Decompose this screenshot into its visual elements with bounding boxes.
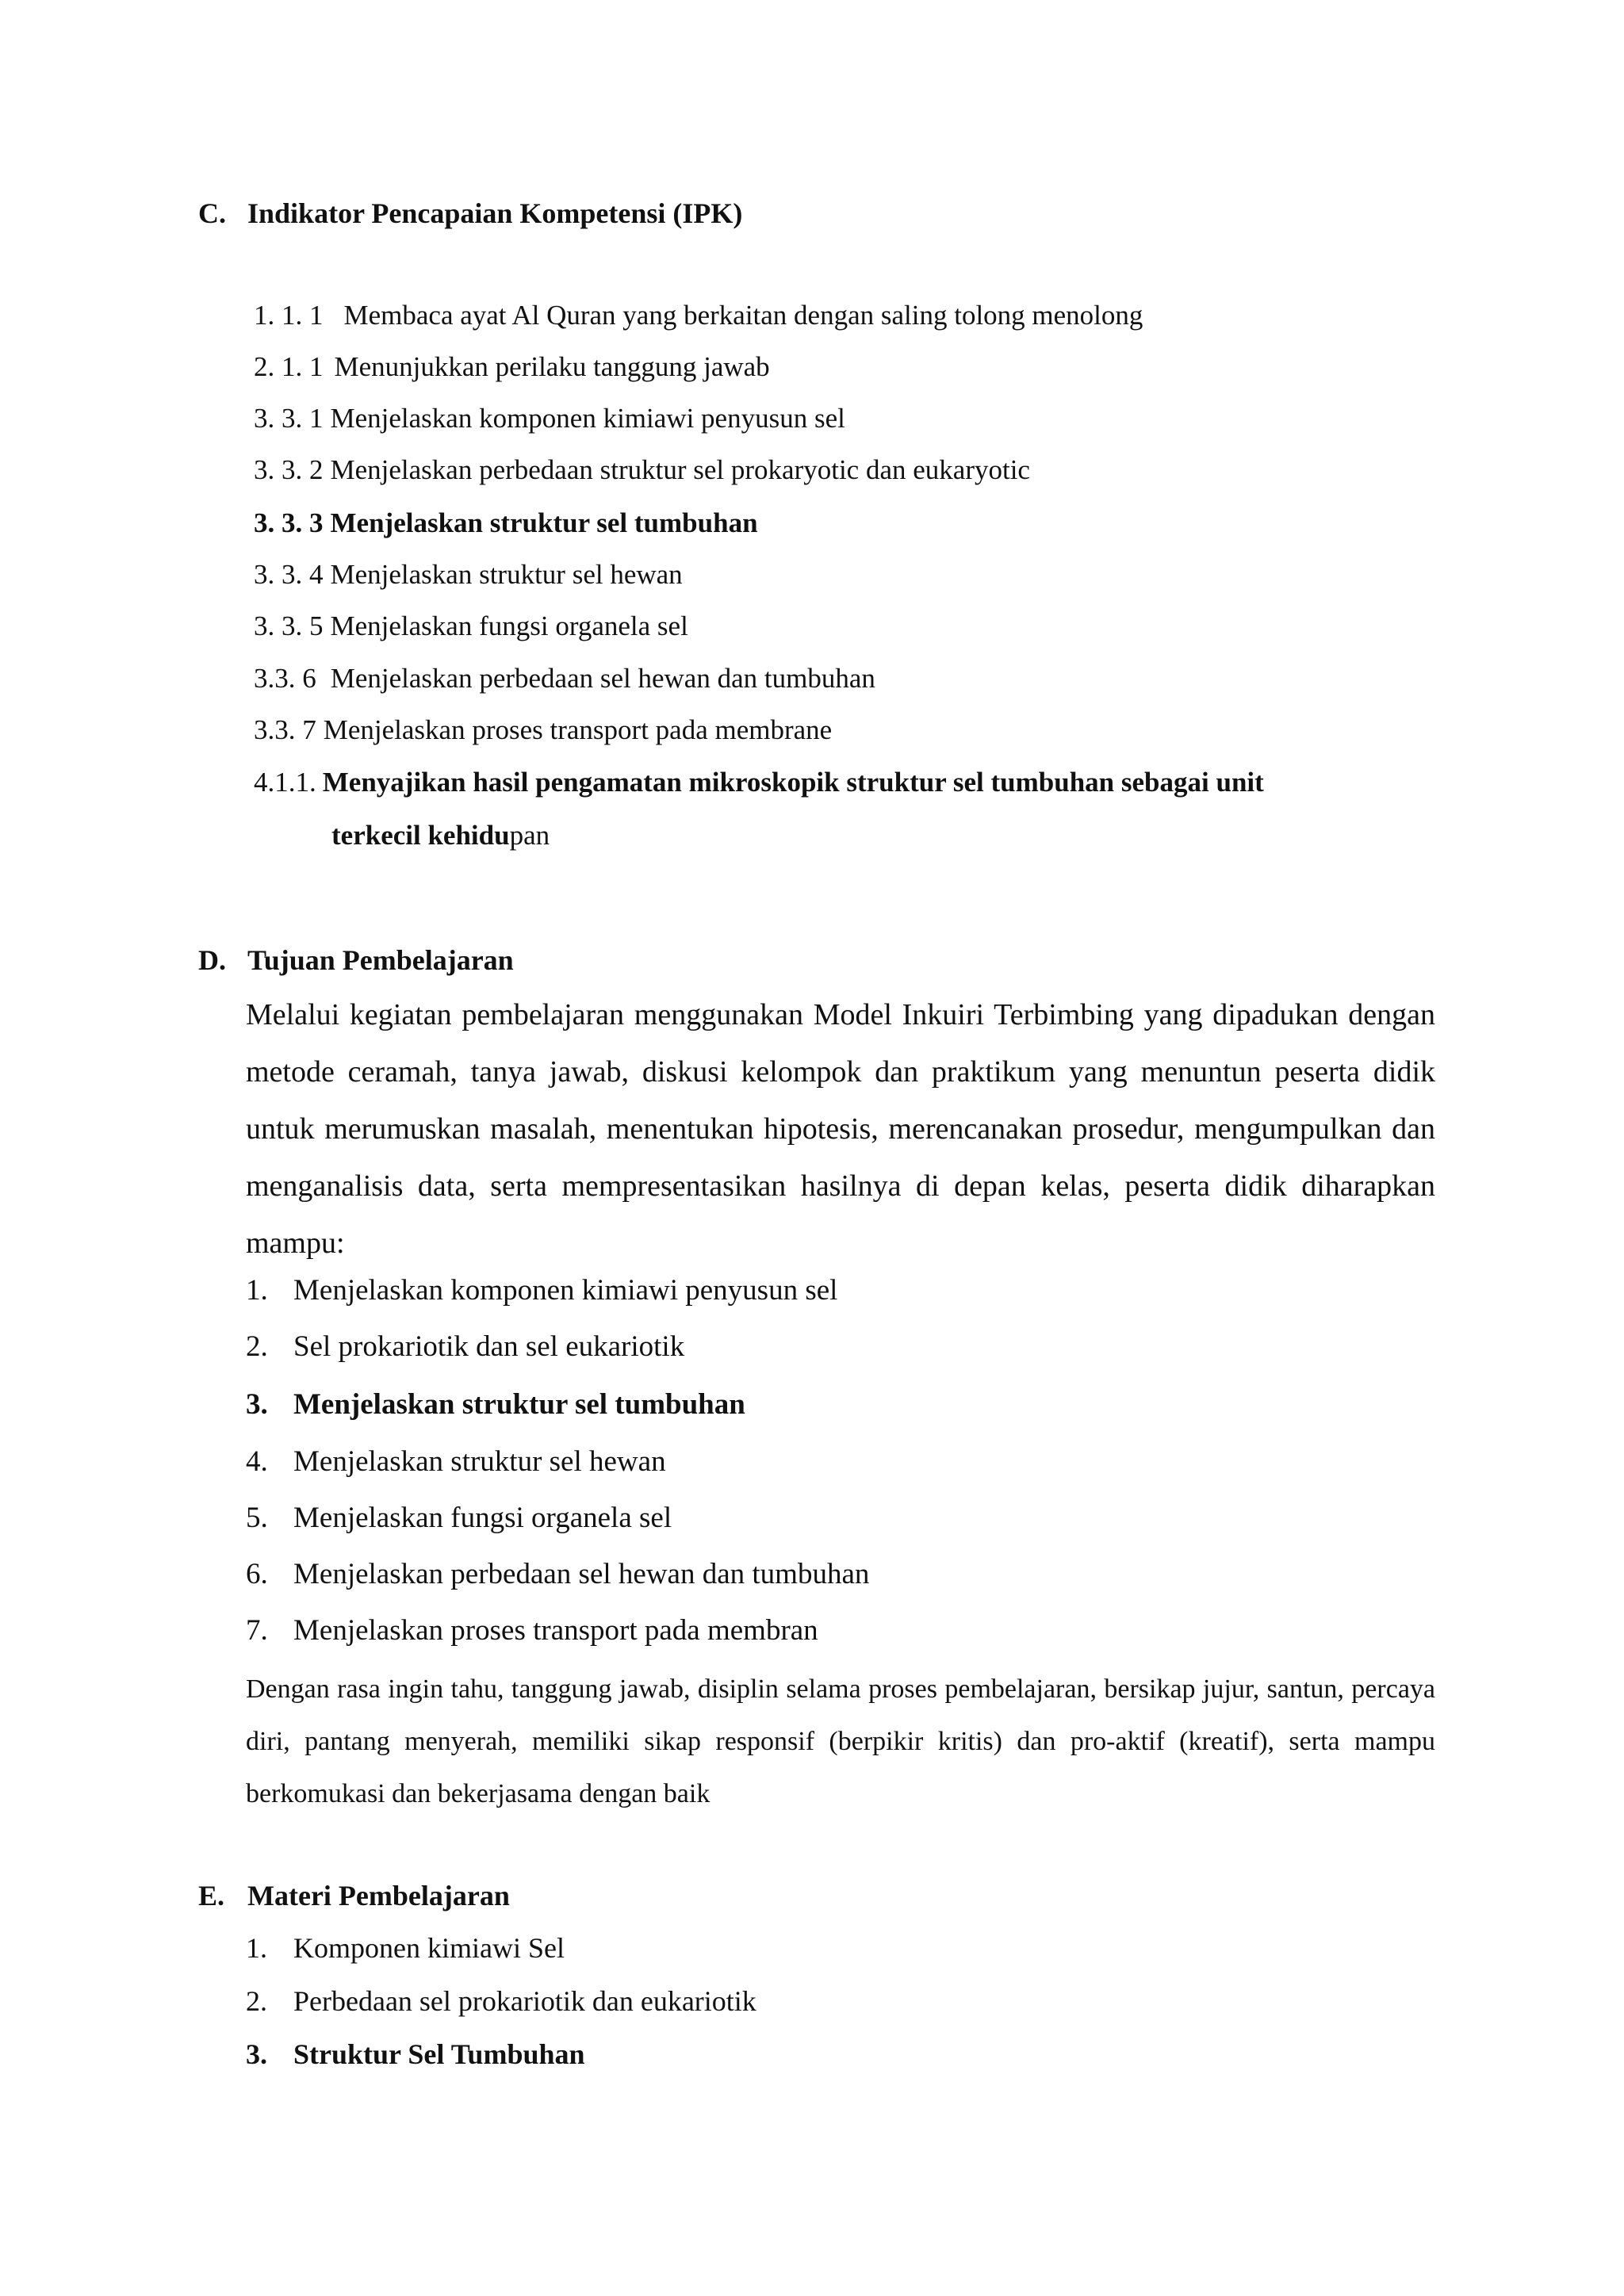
- indicator-item-last-continuation: [331, 820, 550, 851]
- indicator-text: Menjelaskan komponen kimiawi penyusun sel: [330, 403, 845, 434]
- indicator-text: Menjelaskan proses transport pada membrane: [323, 714, 833, 745]
- indicator-number: 3. 3. 5: [254, 610, 324, 641]
- objective-item: [246, 1273, 837, 1307]
- indicator-text: Menjelaskan struktur sel tumbuhan: [330, 507, 758, 538]
- indicator-item-highlighted: [254, 507, 758, 539]
- material-number: 3.: [246, 2038, 267, 2070]
- objective-number: 5.: [246, 1502, 268, 1534]
- indicator-number: 3. 3. 3: [254, 507, 324, 538]
- indicator-number: 3. 3. 4: [254, 559, 324, 590]
- indicator-text: Membaca ayat Al Quran yang berkaitan dengan saling tolong menolong: [343, 300, 1143, 331]
- indicator-item: [254, 663, 875, 695]
- indicator-item: [254, 351, 770, 383]
- material-item-highlighted: [246, 2038, 585, 2071]
- material-number: 1.: [246, 1932, 267, 1964]
- section-c-title: Indikator Pencapaian Kompetensi (IPK): [247, 197, 743, 229]
- objective-item: [246, 1557, 869, 1591]
- objective-number: 4.: [246, 1445, 268, 1478]
- indicator-number: 3.3. 6: [254, 663, 316, 694]
- objective-text: Menjelaskan struktur sel tumbuhan: [293, 1388, 745, 1421]
- indicator-text: Menjelaskan fungsi organela sel: [330, 610, 688, 641]
- objective-closing-paragraph: Dengan rasa ingin tahu, tanggung jawab, disiplin selama proses pembelajaran, bersikap jujur, santun, percaya diri, pantang menyerah, memiliki sikap responsif (berpikir kritis) dan pro-aktif (kreatif), serta mampu berkomukasi dan bekerjasama dengan baik: [246, 1674, 1435, 1808]
- objective-text: Menjelaskan perbedaan sel hewan dan tumbuhan: [293, 1558, 870, 1590]
- indicator-item: [254, 559, 683, 591]
- section-d-heading: [198, 943, 514, 977]
- objective-item-highlighted: [246, 1387, 745, 1422]
- material-item: [246, 1931, 565, 1965]
- section-e-letter: E.: [198, 1880, 225, 1911]
- indicator-text-line2-normal: pan: [509, 820, 550, 851]
- indicator-item: [254, 714, 832, 746]
- material-text: Komponen kimiawi Sel: [293, 1932, 565, 1964]
- indicator-text: Menjelaskan perbedaan sel hewan dan tumbuhan: [330, 663, 875, 694]
- indicator-item: [254, 300, 1143, 331]
- objective-text: Menjelaskan fungsi organela sel: [293, 1502, 672, 1534]
- objective-text: Menjelaskan struktur sel hewan: [293, 1445, 666, 1478]
- indicator-number: 3.3. 7: [254, 714, 316, 745]
- objective-item: [246, 1613, 818, 1647]
- objective-text: Menjelaskan komponen kimiawi penyusun sel: [293, 1274, 838, 1307]
- section-e-heading: [198, 1879, 510, 1912]
- material-text: Struktur Sel Tumbuhan: [293, 2038, 585, 2070]
- objective-intro-paragraph: Melalui kegiatan pembelajaran menggunakan Model Inkuiri Terbimbing yang dipadukan dengan metode ceramah, tanya jawab, diskusi kelompok dan praktikum yang menuntun peserta didik untuk merumuskan masalah, menentukan hipotesis, merencanakan prosedur, mengumpulkan dan menganalisis data, serta mempresentasikan hasilnya di depan kelas, peserta didik diharapkan mampu:: [246, 998, 1435, 1260]
- objective-number: 2.: [246, 1330, 268, 1363]
- indicator-number: 2. 1. 1: [254, 351, 324, 382]
- indicator-number: 1. 1. 1: [254, 300, 324, 331]
- indicator-number: 3. 3. 2: [254, 454, 324, 485]
- indicator-item: [254, 403, 845, 434]
- indicator-item: [254, 610, 688, 642]
- objective-item: [246, 1501, 672, 1535]
- indicator-number: 3. 3. 1: [254, 403, 324, 434]
- indicator-text: Menjelaskan perbedaan struktur sel prokaryotic dan eukaryotic: [330, 454, 1030, 485]
- indicator-text-line1: Menyajikan hasil pengamatan mikroskopik struktur sel tumbuhan sebagai unit: [322, 767, 1264, 798]
- indicator-text: Menunjukkan perilaku tanggung jawab: [334, 351, 770, 382]
- material-text: Perbedaan sel prokariotik dan eukariotik: [293, 1985, 756, 2017]
- section-c-letter: C.: [198, 197, 226, 229]
- indicator-number: 4.1.1.: [254, 767, 316, 798]
- indicator-item: [254, 454, 1030, 486]
- objective-number: 3.: [246, 1388, 268, 1421]
- section-d-letter: D.: [198, 944, 226, 976]
- objective-item: [246, 1445, 666, 1479]
- objective-text: Sel prokariotik dan sel eukariotik: [293, 1330, 685, 1363]
- indicator-text-line2-bold: terkecil kehidu: [331, 820, 510, 851]
- indicator-item-last: [254, 767, 1264, 798]
- indicator-text: Menjelaskan struktur sel hewan: [330, 559, 683, 590]
- objective-number: 7.: [246, 1614, 268, 1647]
- objective-number: 6.: [246, 1558, 268, 1590]
- objective-text: Menjelaskan proses transport pada membran: [293, 1614, 818, 1647]
- material-number: 2.: [246, 1985, 267, 2017]
- section-d-title: Tujuan Pembelajaran: [247, 944, 514, 976]
- objective-number: 1.: [246, 1274, 268, 1307]
- section-e-title: Materi Pembelajaran: [247, 1880, 510, 1911]
- section-c-heading: [198, 197, 742, 230]
- material-item: [246, 1984, 756, 2018]
- objective-item: [246, 1330, 684, 1364]
